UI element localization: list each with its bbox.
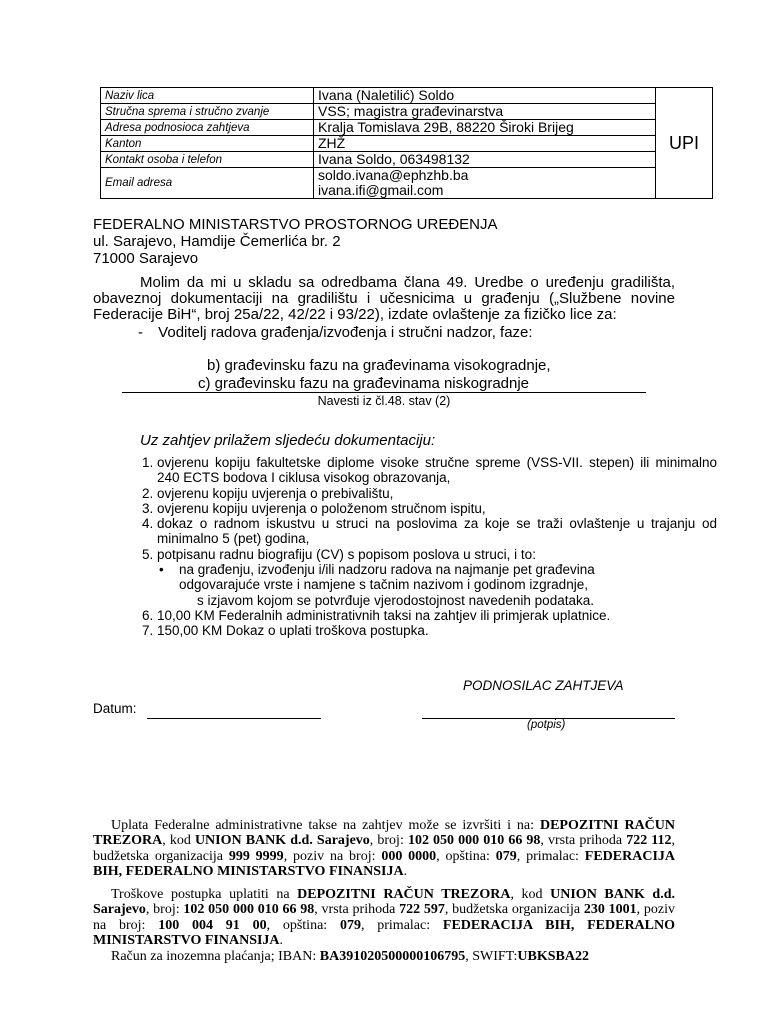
value-contact: Ivana Soldo, 063498132 — [314, 152, 656, 168]
pay1-text-g: , vrsta prihoda — [540, 833, 627, 849]
applicant-label: PODNOSILAC ZAHTJEVA — [463, 678, 624, 693]
document-item-5 — [157, 547, 717, 608]
cv-subitem-line1: na građenju, izvođenju i/ili nadzoru radova na najmanje pet građevina — [179, 562, 595, 578]
recipient-address — [93, 216, 498, 267]
pay2-text-g: , vrsta prihoda — [314, 902, 400, 918]
pay2-text-e: , broj: — [145, 902, 184, 918]
documents-intro: Uz zahtjev prilažem sljedeću dokumentaciju: — [140, 432, 436, 449]
pay1-reference: 000 0000 — [381, 848, 437, 864]
pay2-text-k: , poziv na broj: — [93, 902, 676, 933]
dash-item — [138, 324, 533, 341]
email-secondary: ivana.ifi@gmail.com — [318, 182, 444, 198]
pay3-text-c: , SWIFT: — [465, 949, 518, 964]
phase-b: b) građevinsku fazu na građevinama visokogradnje, — [207, 357, 551, 374]
pay2-revenue-type: 722 597 — [399, 902, 445, 918]
payment-foreign-line — [93, 949, 675, 964]
pay1-text-o: , primalac: — [516, 848, 585, 864]
pay2-text-a: Troškove postupka uplatiti na — [111, 887, 298, 902]
pay1-text-c: , kod — [162, 833, 195, 849]
cv-subitem — [159, 562, 717, 608]
cv-subitem-line2: odgovarajuće vrste i namjene s tačnim nazivom i godinom izgradnje, — [179, 577, 588, 593]
pay2-budget-org: 230 1001 — [583, 902, 637, 918]
cv-sublist — [157, 562, 717, 608]
pay1-bank: UNION BANK d.d. Sarajevo — [194, 833, 370, 849]
applicant-info-table — [100, 87, 713, 199]
pay2-account-number: 102 050 000 010 66 98 — [183, 902, 315, 918]
pay3-swift: UBKSBA22 — [517, 949, 589, 964]
document-item-4: 4. dokaz o radnom iskustvu u struci na poslovima za koje se traži ovlaštenje u trajanju od minimalno 5 (pet) godina, — [157, 516, 717, 547]
pay3-text-a: Račun za inozemna plaćanja; IBAN: — [111, 949, 320, 964]
pay2-municipality: 079 — [339, 917, 361, 933]
phase-c: c) građevinsku fazu na građevinama niskogradnje — [198, 375, 530, 392]
document-item-5-text: potpisanu radnu biografiju (CV) s popisom poslova u struci, i to: — [157, 546, 536, 562]
pay2-text-m: , opština: — [266, 917, 340, 933]
label-contact: Kontakt osoba i telefon — [101, 152, 314, 168]
payment-fee-paragraph — [93, 818, 675, 880]
pay2-text-o: , primalac: — [360, 917, 443, 933]
label-qualification: Stručna sprema i stručno zvanje — [101, 104, 314, 120]
value-canton: ZHŽ — [314, 136, 656, 152]
label-name: Naziv lica — [101, 88, 314, 104]
pay1-text-a: Uplata Federalne administrativne takse na zahtjev može se izvršiti i na: — [111, 818, 540, 833]
pay1-account: DEPOZITNI RAČUN TREZORA — [93, 818, 676, 849]
pay1-municipality: 079 — [495, 848, 517, 864]
label-address: Adresa podnosioca zahtjeva — [101, 120, 314, 136]
dash-marker: - — [138, 324, 143, 341]
phase-underline — [122, 392, 646, 393]
recipient-city: 71000 Sarajevo — [93, 250, 199, 267]
pay3-iban: BA391020500000106795 — [319, 949, 466, 964]
pay1-revenue-type: 722 112 — [626, 833, 672, 849]
value-email — [314, 168, 656, 199]
pay1-text-m: , opština: — [436, 848, 496, 864]
value-qualification: VSS; magistra građevinarstva — [314, 104, 656, 120]
label-canton: Kanton — [101, 136, 314, 152]
document-item-1: 1. ovjerenu kopiju fakultetske diplome visoke stručne spreme (VSS-VII. stepen) ili minimalno 240 ECTS bodova I ciklusa visokog obrazovanja, — [157, 455, 717, 486]
dash-item-text: Voditelj radova građenja/izvođenja i stručni nadzor, faze: — [158, 324, 533, 341]
pay1-account-number: 102 050 000 010 66 98 — [407, 833, 541, 849]
document-item-7: 7. 150,00 KM Dokaz o uplati troškova postupka. — [157, 623, 717, 638]
signature-caption: (potpis) — [527, 719, 566, 731]
pay1-text-e: , broj: — [369, 833, 408, 849]
pay2-reference: 100 004 91 00 — [158, 917, 267, 933]
date-label: Datum: — [93, 701, 137, 716]
document-item-2: 2. ovjerenu kopiju uvjerenja o prebivalištu, — [157, 486, 717, 501]
pay2-recipient: FEDERACIJA BIH, FEDERALNO MINISTARSTVO FINANSIJA — [93, 917, 675, 949]
pay1-text-k: , poziv na broj: — [283, 848, 382, 864]
pay1-text-q: . — [403, 864, 408, 880]
pay2-text-q: . — [279, 933, 284, 949]
date-line[interactable] — [147, 718, 321, 719]
email-primary: soldo.ivana@ephzhb.ba — [318, 167, 469, 183]
value-name: Ivana (Naletilić) Soldo — [314, 88, 656, 104]
phase-note: Navesti iz čl.48. stav (2) — [317, 394, 451, 408]
pay1-budget-org: 999 9999 — [228, 848, 284, 864]
pay2-account: DEPOZITNI RAČUN TREZORA — [297, 887, 511, 902]
recipient-street: ul. Sarajevo, Hamdije Čemerlića br. 2 — [93, 233, 341, 250]
payment-costs-paragraph — [93, 887, 675, 949]
pay2-bank: UNION BANK d.d. Sarajevo — [93, 887, 676, 918]
pay2-text-c: , kod — [510, 887, 551, 902]
upi-cell: UPI — [656, 88, 713, 199]
pay1-recipient: FEDERACIJA BIH, FEDERALNO MINISTARSTVO FINANSIJA — [93, 848, 676, 880]
documents-list — [115, 455, 717, 639]
value-address: Kralja Tomislava 29B, 88220 Široki Brijeg — [314, 120, 656, 136]
request-paragraph: Molim da mi u skladu sa odredbama člana 49. Uredbe o uređenju gradilišta, obaveznoj dokumentaciji na gradilištu i učesnicima u građenju („Službene novine Federacije BiH“, broj 25a/22, 42/22 i 93/22), izdate ovlaštenje za fizičko lice za: — [93, 274, 675, 323]
pay1-text-i: , budžetska organizacija — [93, 833, 676, 864]
bullet-icon: • — [159, 562, 164, 578]
pay2-text-i: , budžetska organizacija — [444, 902, 584, 918]
recipient-ministry: FEDERALNO MINISTARSTVO PROSTORNOG UREĐENJA — [93, 216, 498, 233]
label-email: Email adresa — [101, 168, 314, 199]
cv-subitem-line3: s izjavom kojom se potvrđuje vjerodostojnost navedenih podataka. — [197, 592, 594, 608]
document-item-6: 6. 10,00 KM Federalnih administrativnih taksi na zahtjev ili primjerak uplatnice. — [157, 608, 717, 623]
document-item-3: 3. ovjerenu kopiju uvjerenja o položenom stručnom ispitu, — [157, 501, 717, 516]
